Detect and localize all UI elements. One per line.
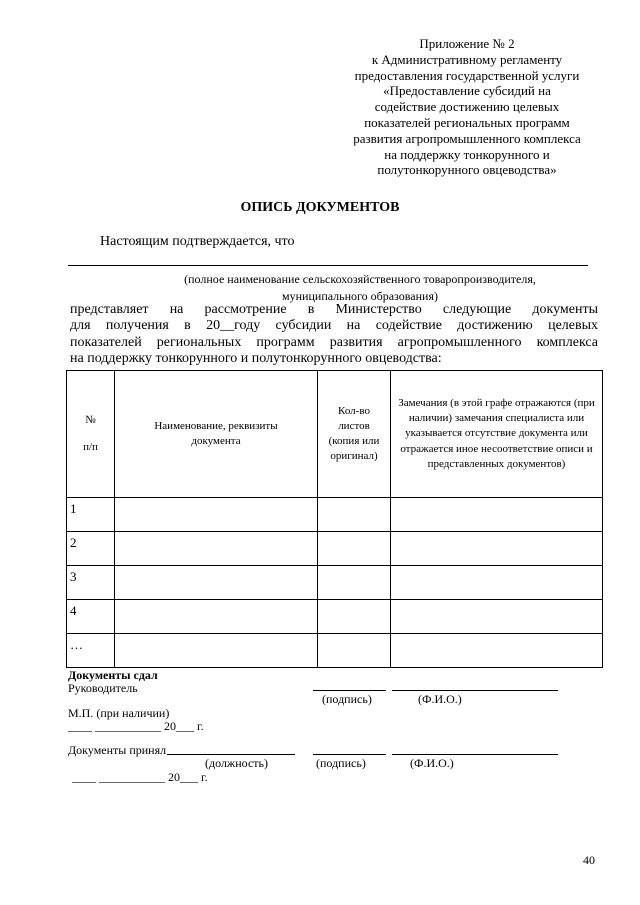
body-paragraph bbox=[70, 302, 598, 368]
head-label: Руководитель bbox=[68, 681, 138, 695]
cell-count[interactable] bbox=[318, 532, 391, 566]
head-fio-line[interactable] bbox=[392, 690, 558, 691]
appendix-line: на поддержку тонкорунного и bbox=[384, 146, 550, 162]
handed-date-line[interactable]: ____ ___________ 20___ г. bbox=[68, 719, 204, 733]
appendix-line: Приложение № 2 bbox=[419, 36, 515, 51]
documents-table bbox=[66, 370, 603, 668]
accepted-position-line[interactable] bbox=[167, 754, 295, 755]
organization-name-line bbox=[68, 265, 588, 266]
head-signature-line[interactable] bbox=[313, 690, 386, 691]
cell-count[interactable] bbox=[318, 566, 391, 600]
handed-title: Документы сдал bbox=[68, 668, 158, 682]
confirm-text: Настоящим подтверждается, что bbox=[100, 234, 295, 249]
stamp-label: М.П. (при наличии) bbox=[68, 706, 170, 720]
document-title: ОПИСЬ ДОКУМЕНТОВ bbox=[240, 200, 400, 215]
appendix-line: содействие достижению целевых bbox=[374, 99, 560, 115]
cell-name[interactable] bbox=[115, 532, 318, 566]
header-remarks: Замечания (в этой графе отражаются (при наличии) замечания специалиста или указывается отсутствие документа или отражается иное несоответствие описи и представленных документов) bbox=[391, 371, 603, 498]
cell-remarks[interactable] bbox=[391, 566, 603, 600]
cell-name[interactable] bbox=[115, 634, 318, 668]
table-row bbox=[67, 532, 603, 566]
table-row bbox=[67, 498, 603, 532]
organization-name-hint bbox=[140, 271, 580, 305]
appendix-line: развития агропромышленного комплекса bbox=[353, 130, 581, 146]
row-number: 4 bbox=[67, 600, 115, 634]
position-hint: (должность) bbox=[205, 756, 268, 770]
row-number: … bbox=[67, 634, 115, 668]
body-line: для получения в 20__году субсидии на содействие достижению целевых bbox=[70, 318, 598, 334]
row-number: 2 bbox=[67, 532, 115, 566]
cell-remarks[interactable] bbox=[391, 634, 603, 668]
accepted-fio-hint: (Ф.И.О.) bbox=[410, 756, 454, 770]
hint-line: муниципального образования) bbox=[282, 289, 438, 303]
head-fio-hint: (Ф.И.О.) bbox=[418, 692, 462, 706]
row-number: 3 bbox=[67, 566, 115, 600]
appendix-line: предоставления государственной услуги bbox=[354, 67, 580, 83]
table-row bbox=[67, 600, 603, 634]
row-number: 1 bbox=[67, 498, 115, 532]
header-count: Кол-во листов (копия или оригинал) bbox=[318, 371, 391, 498]
accepted-date-line[interactable]: ____ ___________ 20___ г. bbox=[72, 770, 208, 784]
appendix-line: к Административному регламенту bbox=[371, 51, 563, 67]
cell-count[interactable] bbox=[318, 634, 391, 668]
header-name: Наименование, реквизиты документа bbox=[115, 371, 318, 498]
cell-name[interactable] bbox=[115, 566, 318, 600]
cell-count[interactable] bbox=[318, 498, 391, 532]
header-num-symbol: № bbox=[85, 413, 96, 426]
appendix-line: показателей региональных программ bbox=[364, 114, 570, 130]
appendix-line: «Предоставление субсидий на bbox=[383, 83, 551, 99]
body-line: на поддержку тонкорунного и полутонкорунного овцеводства: bbox=[70, 351, 442, 367]
table-header-row bbox=[67, 371, 603, 498]
head-sign-hint: (подпись) bbox=[322, 692, 372, 706]
cell-count[interactable] bbox=[318, 600, 391, 634]
table-row bbox=[67, 634, 603, 668]
cell-name[interactable] bbox=[115, 498, 318, 532]
page-number: 40 bbox=[583, 853, 595, 867]
cell-remarks[interactable] bbox=[391, 498, 603, 532]
table-row bbox=[67, 566, 603, 600]
header-num-label: п/п bbox=[83, 441, 98, 453]
body-line: показателей региональных программ развития агропромышленного комплекса bbox=[70, 334, 598, 350]
accepted-sign-hint: (подпись) bbox=[316, 756, 366, 770]
accepted-label: Документы принял bbox=[68, 743, 167, 757]
cell-remarks[interactable] bbox=[391, 532, 603, 566]
accepted-fio-line[interactable] bbox=[392, 754, 558, 755]
cell-remarks[interactable] bbox=[391, 600, 603, 634]
cell-name[interactable] bbox=[115, 600, 318, 634]
accepted-signature-line[interactable] bbox=[313, 754, 386, 755]
body-line: представляет на рассмотрение в Министерство следующие документы bbox=[70, 302, 598, 317]
hint-line: (полное наименование сельскохозяйственного товаропроизводителя, bbox=[184, 272, 536, 286]
header-num bbox=[67, 371, 115, 498]
appendix-line: полутонкорунного овцеводства» bbox=[377, 162, 557, 178]
appendix-header bbox=[334, 36, 600, 178]
